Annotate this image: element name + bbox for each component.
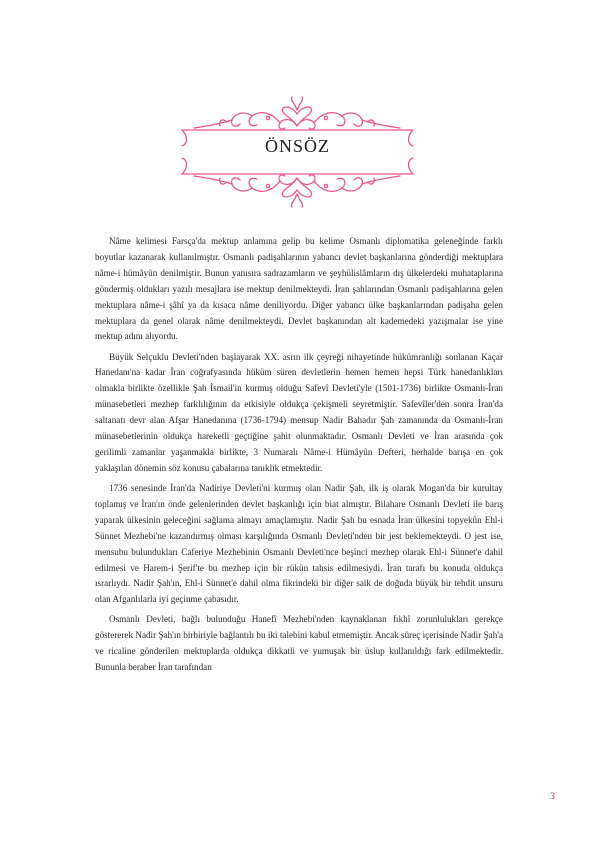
section-heading: ÖNSÖZ	[264, 136, 330, 156]
paragraph-4: Osmanlı Devleti, bağlı bulunduğu Hanefî Mezhebi'nden kaynaklanan fıkhî zorunlulukları gerekçe göstererek Nadir Şah'ın birbiriyle bağlantılı bu iki talebini kabul etmemiştir. Ancak süreç içerisinde Nadir Şah'a ve ricaline gönderilen mektuplarda oldukça dikkatli ve yumuşak bir üslup kullanıldığı fark edilmektedir. Bununla beraber İran tarafından	[95, 614, 503, 673]
body-text	[95, 234, 503, 680]
page-number: 3	[550, 792, 555, 802]
paragraph-3: 1736 senesinde İran'da Nadiriye Devleti'ni kurmuş olan Nadir Şah, ilk iş olarak Mogan'da bir kurultay toplamış ve İran'ın önde gelenlerinden devlet başkanlığı için biat almıştır. Bilahare Osmanlı Devleti ile barış yaparak ülkesinin geleceğini sağlama almayı amaçlamıştır. Nadir Şah bu esnada İran ülkesini topyekûn Ehl-i Sünnet Mezhebi'ne kazandırmış olması karşılığında Osmanlı Devleti'nden bir jest beklemekteydi. O jest ise, mensubu bulundukları Caferiye Mezhebinin Osmanlı Devleti'nce beşinci mezhep olarak Ehl-i Sünnet'e dahil edilmesi ve Harem-i Şerif'te bu mezhep için bir rükün tahsis edilmesiydi. İran tarafı bu konuda oldukça ısrarlıydı. Nadir Şah'ın, Ehl-i Sünnet'e dahil olma fikrindeki bir diğer saik de doğuda büyük bir tehdit unsuru olan Afganlılarla iyi geçinme çabasıdır.	[95, 482, 503, 605]
paragraph-2: Büyük Selçuklu Devleti'nden başlayarak XX. asrın ilk çeyreği nihayetinde hükümranlığı sonlanan Kaçar Hanedanı'na kadar İran coğrafyasında hüküm süren devletlerin hemen hemen hepsi Türk hanedanlıkları olmakla birlikte özellikle Şah İsmail'in kurmuş olduğu Safevî Devleti'yle (1501-1736) birlikte Osmanlı-İran münasebetleri mezhep farklılığının da etkisiyle oldukça çekişmeli seyretmiştir. Safevîler'den sonra İran'da saltanatı devr alan Afşar Hanedanına (1736-1794) mensup Nadir Bahadır Şah zamanında da Osmanlı-İran münasebetlerinin oldukça hareketli geçtiğine şahit olunmaktadır. Osmanlı Devleti ve İran arasında çok gerilimli zamanlar yaşanmakla birlikte, 3 Numaralı Nâme-i Hümâyûn Defteri, herhalde barışa en çok yaklaşılan dönemin söz konusu çabalarına tanıklık etmektedir.	[95, 351, 503, 473]
paragraph-1: Nâme kelimesi Farsça'da mektup anlamına gelip bu kelime Osmanlı diplomatika geleneğinde farklı boyutlar kazanarak kullanılmıştır. Osmanlı padişahlarının yabancı devlet başkanlarına gönderdiği mektuplara nâme-i hümâyûn denilmiştir. Bunun yanısıra sadrazamların ve şeyhülislâmların dış ülkelerdeki muhataplarına göndermiş oldukları yazılı mesajlara ise mektup denilmekteydi. İran şahlarından Osmanlı padişahlarına gelen mektuplara nâme-i şâhî ya da kısaca nâme deniliyordu. Diğer yabancı ülke başkanlarından padişaha gelen mektuplara da genel olarak nâme denilmekteydi. Devlet başkanından alt kademedeki yazışmalar ise yine mektup adını alıyordu.	[95, 236, 503, 342]
